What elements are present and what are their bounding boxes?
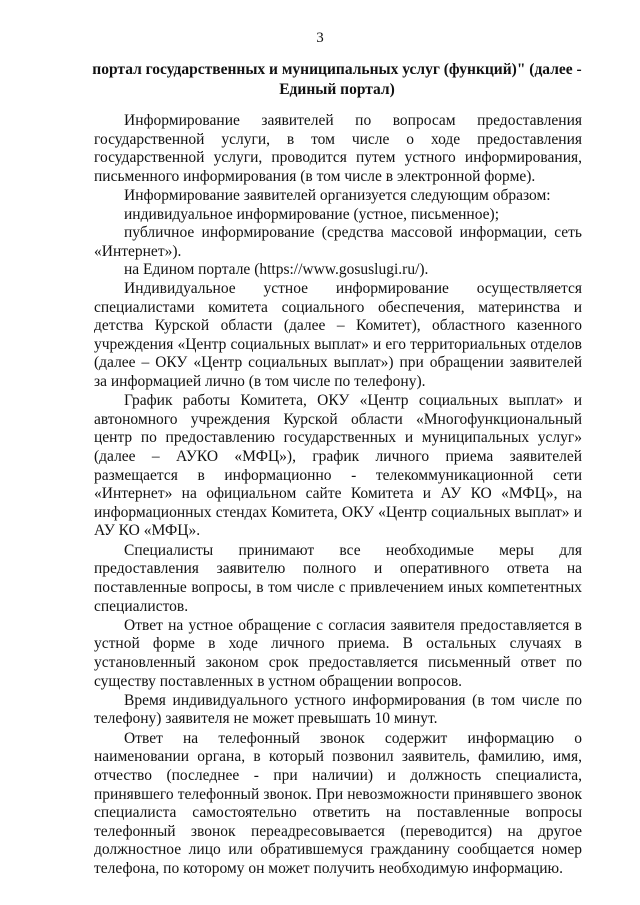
heading-line: Единый портал) bbox=[279, 81, 395, 98]
paragraph: на Едином портале (https://www.gosuslugi.ru/). bbox=[124, 261, 429, 279]
paragraph: Ответ на телефонный звонок содержит информацию о наименовании органа, в который позвонил заявитель, фамилию, имя, отчество (последнее - при наличии) и должность специалиста, принявшего телефонный звонок. При невозможности принявшего звонок специалиста самостоятельно ответить на поставленные вопросы телефонный звонок переадресовывается (переводится) на другое должностное лицо или обратившемуся гражданину сообщается номер телефона, по которому он может получить необходимую информацию. bbox=[94, 729, 582, 877]
document-body bbox=[94, 112, 582, 879]
heading-line: портал государственных и муниципальных услуг (функций)" (далее - bbox=[92, 61, 582, 78]
page-number: 3 bbox=[316, 30, 324, 46]
section-heading bbox=[92, 60, 582, 100]
paragraph: публичное информирование (средства массовой информации, сеть «Интернет»). bbox=[94, 224, 582, 260]
paragraph: Информирование заявителей организуется следующим образом: bbox=[124, 187, 551, 205]
paragraph: Индивидуальное устное информирование осуществляется специалистами комитета социального обеспечения, материнства и детства Курской области (далее – Комитет), областного казенного учреждения «Центр социальных выплат» и его территориальных отделов (далее – ОКУ «Центр социальных выплат») при обращении заявителей за информацией лично (в том числе по телефону). bbox=[94, 280, 582, 390]
paragraph: индивидуальное информирование (устное, письменное); bbox=[124, 205, 499, 223]
paragraph: Ответ на устное обращение с согласия заявителя предоставляется в устной форме в ходе личного приема. В остальных случаях в установленный законом срок предоставляется письменный ответ по существу поставленных в устном обращении вопросов. bbox=[94, 616, 582, 690]
paragraph: Информирование заявителей по вопросам предоставления государственной услуги, в том числе о ходе предоставления государственной услуги, проводится путем устного информирования, письменного информирования (в том числе в электронной форме). bbox=[94, 112, 582, 185]
paragraph: График работы Комитета, ОКУ «Центр социальных выплат» и автономного учреждения Курской области «Многофункциональный центр по предоставлению государственных и муниципальных услуг» (далее – АУКО «МФЦ»), график личного приема заявителей размещается в информационно - телекоммуникационной сети «Интернет» на официальном сайте Комитета и АУ КО «МФЦ», на информационных стендах Комитета, ОКУ «Центр социальных выплат» и АУ КО «МФЦ». bbox=[94, 392, 582, 540]
paragraph: Время индивидуального устного информирования (в том числе по телефону) заявителя не может превышать 10 минут. bbox=[94, 691, 582, 728]
paragraph: Специалисты принимают все необходимые меры для предоставления заявителю полного и оперативного ответа на поставленные вопросы, в том числе с привлечением иных компетентных специалистов. bbox=[94, 541, 582, 615]
